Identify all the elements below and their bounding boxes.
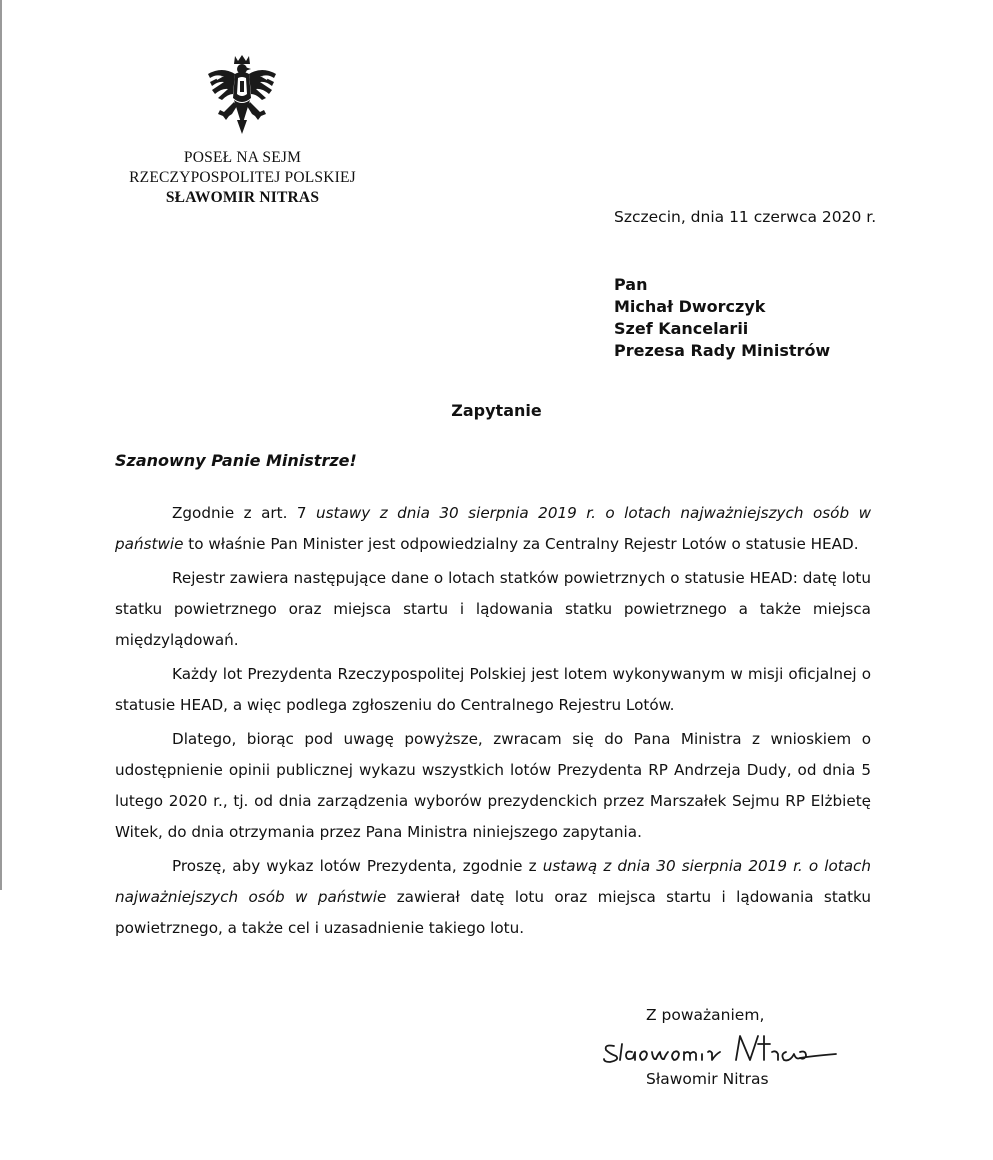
paragraph-2: Rejestr zawiera następujące dane o lotach statków powietrznych o statusie HEAD: datę lotu statku powietrznego oraz miejsca startu i lądowania statku powietrznego a także miejsca międzylądowań. (115, 569, 871, 649)
sender-title-line1: POSEŁ NA SEJM (183, 149, 302, 166)
paragraph-4: Dlatego, biorąc pod uwagę powyższe, zwracam się do Pana Ministra z wnioskiem o udostępnienie opinii publicznej wykazu wszystkich lotów Prezydenta RP Andrzeja Dudy, od dnia 5 lutego 2020 r., tj. od dnia zarządzenia wyborów prezydenckich przez Marszałek Sejmu RP Elżbietę Witek, do dnia otrzymania przez Pana Ministra niniejszego zapytania. (115, 730, 871, 841)
paragraph-1-law-title: ustawy z dnia 30 sierpnia 2019 r. o lotach najważniejszych osób w państwie (115, 504, 872, 553)
signer-name: Sławomir Nitras (646, 1070, 769, 1088)
paragraph-1-text-a: Zgodnie z art. 7 (172, 504, 317, 522)
paragraph-5 (115, 851, 871, 944)
sender-block (105, 148, 380, 208)
recipient-line4: Prezesa Rady Ministrów (614, 341, 831, 360)
page-edge-rule (0, 0, 2, 890)
paragraph-5-law-title: ustawą z dnia 30 sierpnia 2019 r. o lotach najważniejszych osób w państwie (115, 857, 871, 906)
date-line: Szczecin, dnia 11 czerwca 2020 r. (614, 208, 877, 226)
paragraph-1-text-c: to właśnie Pan Minister jest odpowiedzialny za Centralny Rejestr Lotów o statusie HEAD. (183, 535, 859, 553)
handwritten-signature (600, 1026, 840, 1068)
recipient-line2: Michał Dworczyk (614, 297, 766, 316)
paragraph-1 (115, 498, 871, 560)
salutation: Szanowny Panie Ministrze! (115, 451, 357, 470)
letter-body (115, 498, 871, 947)
recipient-line3: Szef Kancelarii (614, 319, 749, 338)
paragraph-3: Każdy lot Prezydenta Rzeczypospolitej Polskiej jest lotem wykonywanym w misji oficjalnej o statusie HEAD, a więc podlega zgłoszeniu do Centralnego Rejestru Lotów. (115, 665, 871, 714)
paragraph-5-text-c: zawierał datę lotu oraz miejsca startu i lądowania statku powietrznego, a także cel i uzasadnienie takiego lotu. (115, 888, 871, 937)
polish-eagle-emblem-icon (204, 54, 280, 138)
sender-name: SŁAWOMIR NITRAS (165, 189, 320, 206)
sender-title-line2: RZECZYPOSPOLITEJ POLSKIEJ (129, 169, 356, 186)
closing-phrase: Z poważaniem, (646, 1006, 765, 1024)
paragraph-5-text-a: Proszę, aby wykaz lotów Prezydenta, zgodnie z (172, 857, 543, 875)
recipient-line1: Pan (614, 275, 648, 294)
recipient-block (614, 274, 830, 362)
subject-heading: Zapytanie (451, 401, 542, 420)
